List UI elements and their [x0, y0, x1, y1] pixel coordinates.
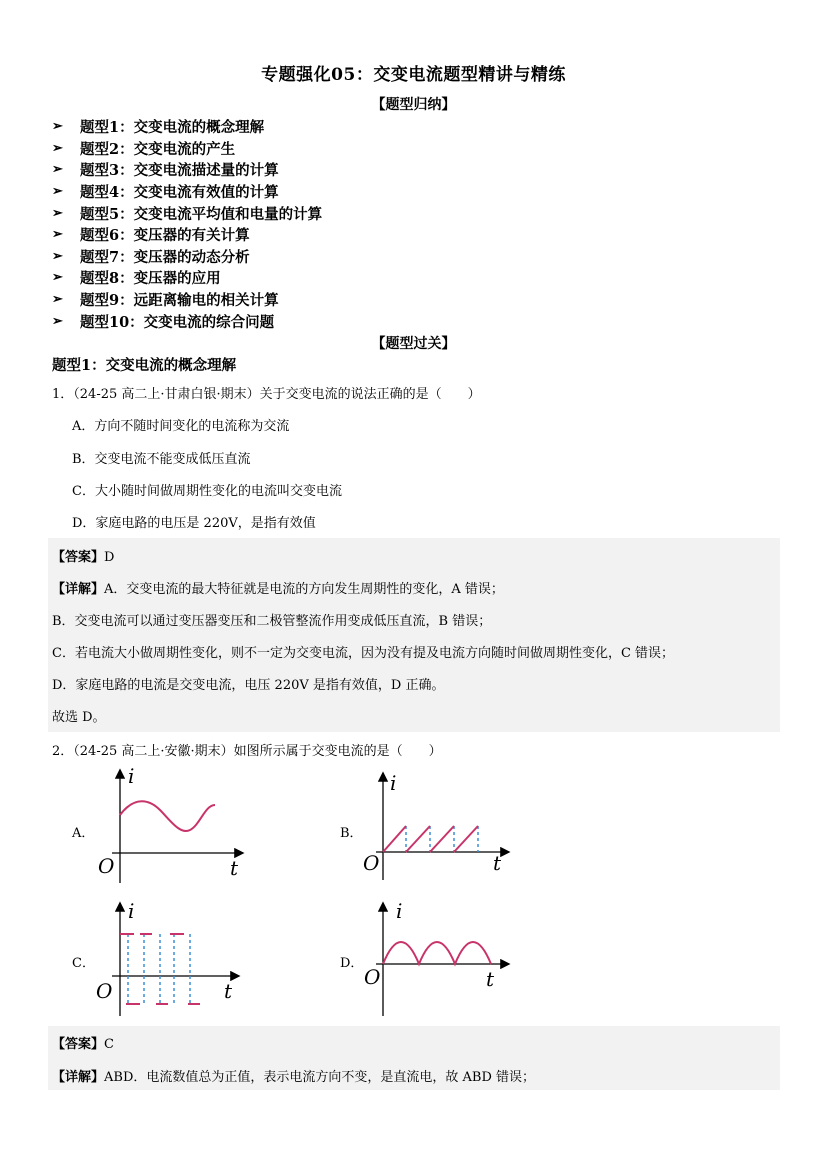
page-title: 专题强化05：交变电流题型精讲与精练 — [261, 65, 566, 85]
axis-label-i: i — [396, 900, 403, 923]
practice-heading: 【题型过关】 — [371, 336, 456, 352]
axis-label-o: O — [363, 851, 380, 875]
arrow-icon: ➢ — [52, 313, 63, 329]
toc-item[interactable]: ➢ 题型1：交变电流的概念理解 — [52, 119, 265, 137]
arrow-icon: ➢ — [52, 184, 63, 200]
graph-c[interactable] — [90, 900, 250, 1020]
toc-item[interactable]: ➢ 题型8：变压器的应用 — [52, 270, 221, 288]
question-2-stem: 2．（24-25 高二上·安徽·期末）如图所示属于交变电流的是（ ） — [52, 744, 442, 759]
current-curve — [120, 801, 215, 831]
axis-label-i: i — [128, 765, 135, 788]
arrow-icon: ➢ — [52, 227, 63, 243]
q2-option-d-label[interactable]: D． — [340, 956, 364, 971]
ramp — [383, 826, 406, 852]
axis-label-o: O — [98, 854, 115, 878]
axis-label-i: i — [128, 900, 135, 923]
axis-label-i: i — [390, 771, 397, 795]
q1-option-a[interactable]: A．方向不随时间变化的电流称为交流 — [72, 419, 290, 434]
graph-b[interactable] — [358, 770, 518, 885]
q1-answer: 【答案】D — [52, 550, 115, 565]
q1-detail-line: D．家庭电路的电流是交变电流，电压 220V 是指有效值，D 正确。 — [52, 678, 445, 693]
summary-heading: 【题型归纳】 — [371, 97, 456, 113]
arrow-icon: ➢ — [52, 205, 63, 221]
toc-item[interactable]: ➢ 题型9：远距离输电的相关计算 — [52, 292, 279, 310]
toc-item[interactable]: ➢ 题型4：交变电流有效值的计算 — [52, 184, 279, 202]
q1-detail-line: 故选 D。 — [52, 710, 106, 725]
arrow-icon: ➢ — [52, 248, 63, 264]
q1-answer-box — [48, 538, 780, 732]
q1-option-c[interactable]: C．大小随时间做周期性变化的电流叫交变电流 — [72, 484, 342, 499]
section-title: 题型1：交变电流的概念理解 — [52, 357, 237, 374]
toc-item[interactable]: ➢ 题型6：变压器的有关计算 — [52, 227, 250, 245]
axis-label-o: O — [364, 965, 381, 989]
q2-option-b-label[interactable]: B． — [340, 826, 363, 841]
arrow-icon: ➢ — [52, 119, 63, 135]
q2-answer-box — [48, 1026, 780, 1090]
arrow-icon: ➢ — [52, 292, 63, 308]
axis-label-t: t — [230, 856, 239, 880]
q2-detail-line: 【详解】ABD．电流数值总为正值，表示电流方向不变，是直流电，故 ABD 错误； — [52, 1070, 536, 1085]
toc-item[interactable]: ➢ 题型5：交变电流平均值和电量的计算 — [52, 205, 323, 223]
q1-detail-line: B．交变电流可以通过变压器变压和二极管整流作用变成低压直流，B 错误； — [52, 614, 492, 629]
ramp — [406, 826, 430, 852]
q2-option-c-label[interactable]: C． — [72, 956, 95, 971]
q2-option-a-label[interactable]: A． — [72, 826, 95, 841]
toc-item[interactable]: ➢ 题型10：交变电流的综合问题 — [52, 313, 275, 331]
q1-option-d[interactable]: D．家庭电路的电压是 220V，是指有效值 — [72, 516, 316, 531]
toc-item[interactable]: ➢ 题型7：变压器的动态分析 — [52, 248, 250, 266]
toc-item[interactable]: ➢ 题型3：交变电流描述量的计算 — [52, 162, 279, 180]
arrow-icon: ➢ — [52, 270, 63, 286]
axis-label-t: t — [224, 979, 233, 1003]
toc-list — [52, 116, 322, 332]
axis-label-t: t — [493, 851, 502, 875]
toc-item[interactable]: ➢ 题型2：交变电流的产生 — [52, 140, 236, 158]
q1-detail-line: C．若电流大小做周期性变化，则不一定为交变电流，因为没有提及电流方向随时间做周期性变化，C 错误； — [52, 646, 675, 661]
arrow-icon: ➢ — [52, 140, 63, 156]
ramp — [454, 826, 478, 852]
arrow-icon: ➢ — [52, 162, 63, 178]
axis-label-t: t — [486, 967, 495, 991]
ramp — [430, 826, 454, 852]
q2-answer: 【答案】C — [52, 1037, 114, 1052]
graph-d[interactable] — [358, 900, 518, 1018]
current-curve — [383, 942, 491, 964]
question-1-stem: 1．（24-25 高二上·甘肃白银·期末）关于交变电流的说法正确的是（ ） — [52, 387, 481, 402]
q1-option-b[interactable]: B．交变电流不能变成低压直流 — [72, 452, 251, 467]
q1-detail-line: 【详解】A．交变电流的最大特征就是电流的方向发生周期性的变化，A 错误； — [52, 582, 504, 597]
graph-a[interactable] — [90, 765, 250, 890]
axis-label-o: O — [96, 979, 113, 1003]
